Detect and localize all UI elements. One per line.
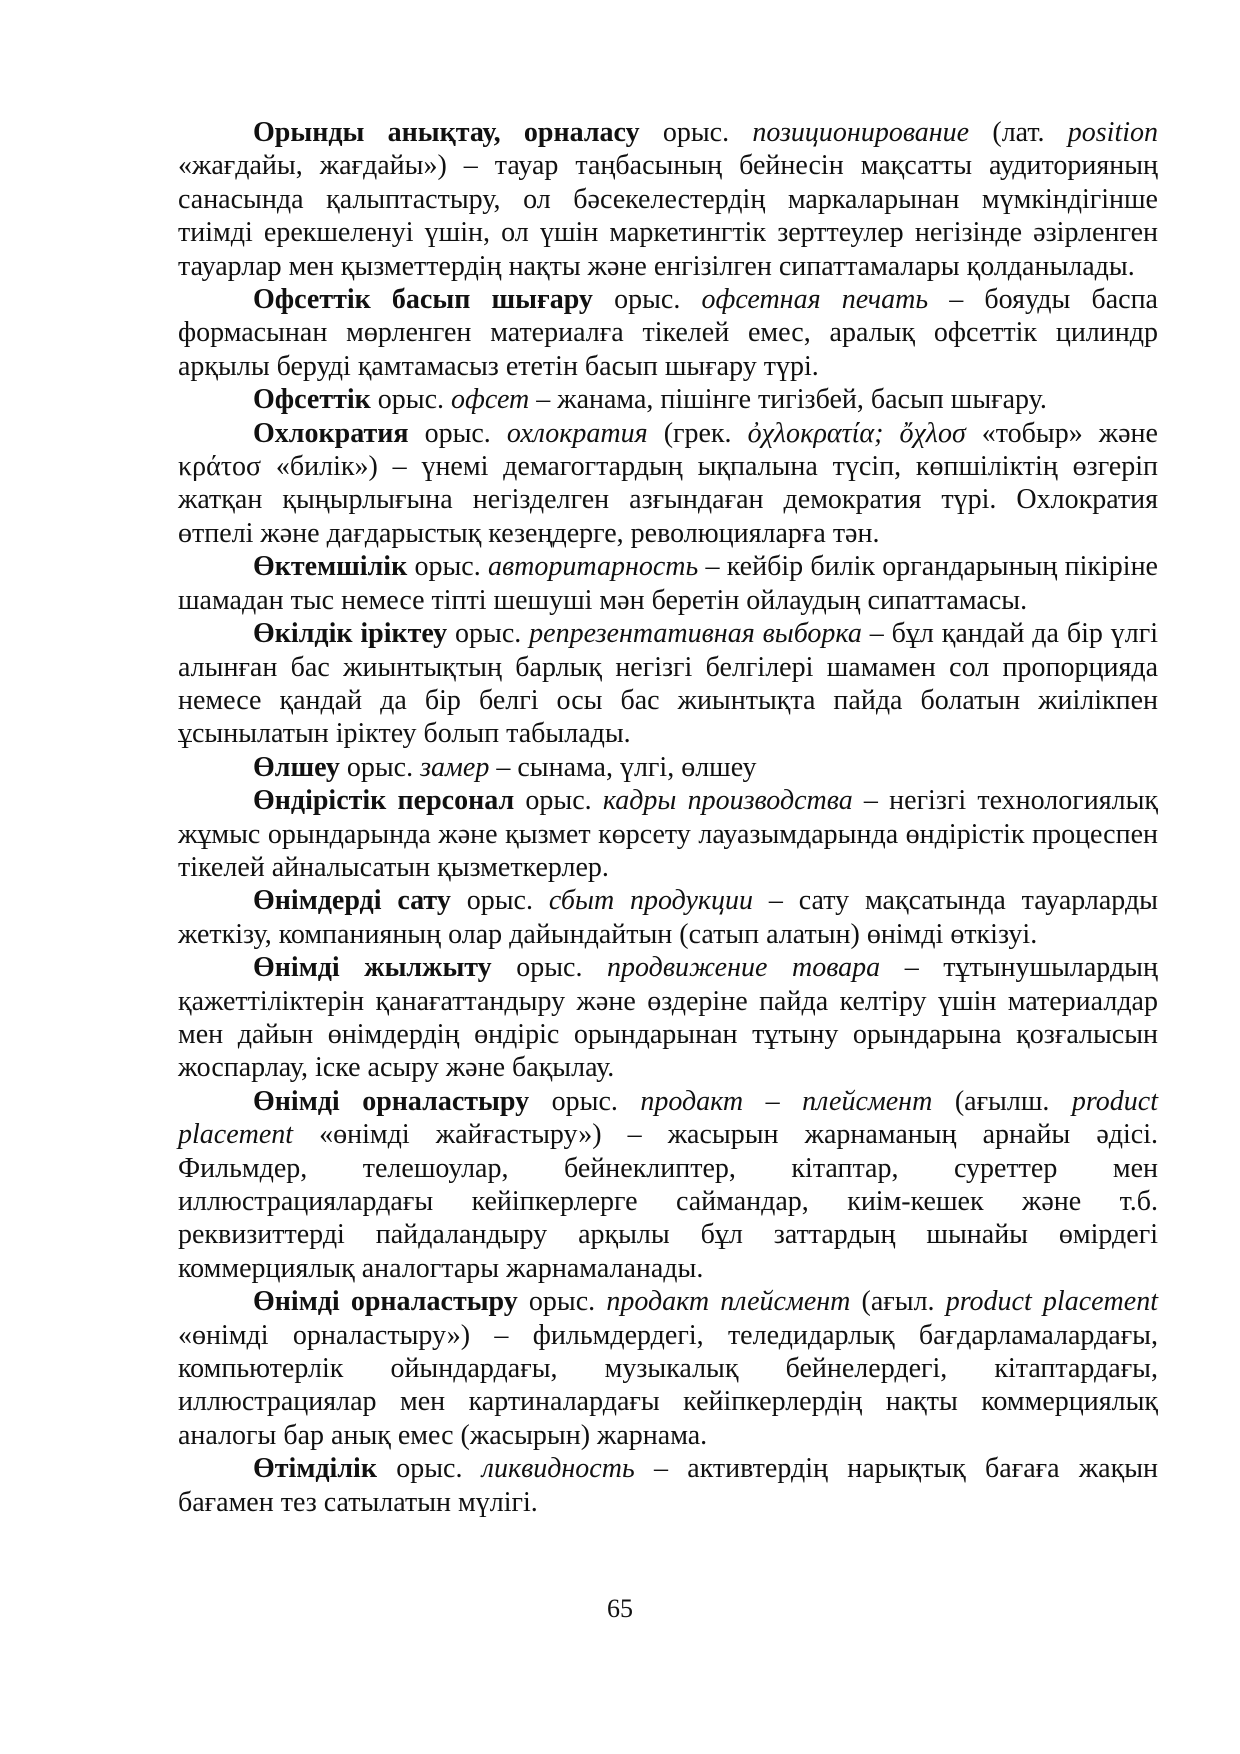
document-body	[178, 116, 1158, 1519]
glossary-entry	[178, 116, 1158, 283]
language-label: орыс.	[529, 1085, 641, 1117]
entry-definition: «тобыр» және κράτοσ «билік») – үнемі демагогтардың ықпалына түсіп, көпшіліктің өзгеріп жатқан қыңырлығына негізделген азғындаған демократия түрі. Охлократия өтпелі және дағдарыстық кезеңдерге, революцияларға тән.	[178, 417, 1158, 549]
russian-term: ликвидность	[481, 1453, 635, 1485]
language-label: орыс.	[517, 1286, 607, 1318]
language-label: орыс.	[450, 885, 549, 917]
glossary-entry	[178, 383, 1158, 416]
glossary-entry	[178, 1285, 1158, 1452]
entry-term: Өнімді орналастыру	[253, 1085, 530, 1117]
glossary-entry	[178, 951, 1158, 1085]
glossary-entry	[178, 751, 1158, 784]
glossary-entry	[178, 550, 1158, 617]
page-number: 65	[607, 1594, 633, 1623]
entry-term: Охлократия	[253, 417, 409, 449]
language-label: орыс.	[376, 1453, 482, 1485]
entry-term: Өнімдерді сату	[253, 885, 451, 917]
source-term: product placement	[178, 1085, 1158, 1151]
russian-term: замер	[420, 751, 490, 783]
russian-term: продакт – плейсмент	[640, 1085, 933, 1117]
entry-definition: – негізгі технологиялық жұмыс орындарында және қызмет көрсету лауазымдарында өндірістік процеспен тікелей айналысатын қызметкерлер.	[178, 785, 1158, 883]
glossary-entry	[178, 417, 1158, 551]
entry-definition: – кейбір билік органдарының пікіріне шамадан тыс немесе тіпті шешуші мән беретін ойлаудың сипаттамасы.	[178, 551, 1158, 616]
entry-definition: «жағдайы, жағдайы») – тауар таңбасының бейнесін мақсатты аудиторияның санасында қалыптастыру, ол бәсекелестердің маркаларынан мүмкіндігінше тиімді ерекшеленуі үшін, ол үшін маркетингтік зерттеулер негізінде әзірленген тауарлар мен қызметтердің нақты және енгізілген сипаттамалары қолданылады.	[178, 150, 1158, 282]
source-term: ὀχλοκρατία; ὄχλοσ	[747, 417, 966, 449]
russian-term: продакт плейсмент	[606, 1286, 851, 1318]
entry-definition: – бұл қандай да бір үлгі алынған бас жиынтықтың барлық негізгі белгілері шамамен сол пропорцияда немесе қандай да бір белгі осы бас жиынтықта пайда болатын жиілікпен ұсынылатын іріктеу болып табылады.	[178, 618, 1158, 750]
entry-term: Офсеттік басып шығару	[253, 284, 593, 316]
entry-definition: – бояуды баспа формасынан мөрленген материалға тікелей емес, аралық офсеттік цилиндр арқылы беруді қамтамасыз ететін басып шығару түрі.	[178, 284, 1158, 382]
entry-definition: – активтердің нарықтық бағаға жақын бағамен тез сатылатын мүлігі.	[178, 1453, 1158, 1518]
russian-term: офсет	[451, 384, 530, 416]
entry-term: Өкілдік іріктеу	[253, 618, 448, 650]
russian-term: офсетная печать	[701, 284, 929, 316]
entry-definition: – сынама, үлгі, өлшеу	[489, 751, 757, 783]
entry-term: Өктемшілік	[253, 551, 408, 583]
entry-term: Офсеттік	[253, 384, 371, 416]
entry-definition: – сату мақсатында тауарларды жеткізу, компанияның олар дайындайтын (сатып алатын) өнімді өткізуі.	[178, 885, 1158, 950]
russian-term: продвижение товара	[607, 952, 881, 984]
language-label: орыс.	[639, 117, 753, 148]
entry-term: Орынды анықтау, орналасу	[253, 117, 640, 148]
language-label: орыс.	[514, 785, 603, 817]
entry-term: Өлшеу	[253, 751, 340, 783]
entry-term: Өнімді жылжыту	[253, 952, 492, 984]
source-language-label: (лат.	[969, 117, 1068, 148]
russian-term: сбыт продукции	[548, 885, 754, 917]
source-term: position	[1067, 117, 1158, 148]
russian-term: кадры производства	[602, 785, 853, 817]
glossary-entry	[178, 884, 1158, 951]
source-language-label: (грек.	[647, 417, 748, 449]
russian-term: репрезентативная выборка	[529, 618, 862, 650]
source-language-label: (ағылш.	[932, 1085, 1072, 1117]
entry-definition: «өнімді жайғастыру») – жасырын жарнаманың арнайы әдісі. Фильмдер, телешоулар, бейнеклиптер, кітаптар, суреттер мен иллюстрациялардағы кейіпкерлерге саймандар, киім-кешек және т.б. реквизиттерді пайдаландыру арқылы бұл заттардың шынайы өмірдегі коммерциялық аналогтары жарнамаланады.	[178, 1119, 1158, 1284]
language-label: орыс.	[592, 284, 702, 316]
language-label: орыс.	[370, 384, 452, 416]
glossary-entry	[178, 617, 1158, 751]
entry-term: Өтімділік	[253, 1453, 377, 1485]
entry-definition: – жанама, пішінге тигізбей, басып шығару.	[529, 384, 1047, 416]
language-label: орыс.	[491, 952, 608, 984]
entry-term: Өнімді орналастыру	[253, 1286, 518, 1318]
russian-term: авторитарность	[488, 551, 699, 583]
language-label: орыс.	[407, 551, 488, 583]
russian-term: охлократия	[506, 417, 648, 449]
entry-definition: – тұтынушылардың қажеттіліктерін қанағаттандыру және өздеріне пайда келтіру үшін материалдар мен дайын өнімдердің өндіріс орындарынан тұтыну орындарына қозғалысын жоспарлау, іске асыру және бақылау.	[178, 952, 1158, 1084]
language-label: орыс.	[408, 417, 507, 449]
glossary-entry	[178, 1085, 1158, 1285]
glossary-entry	[178, 283, 1158, 383]
source-term: product placement	[945, 1286, 1158, 1318]
language-label: орыс.	[447, 618, 530, 650]
glossary-entry	[178, 784, 1158, 884]
entry-term: Өндірістік персонал	[253, 785, 515, 817]
entry-definition: «өнімді орналастыру») – фильмдердегі, теледидарлық бағдарламалардағы, компьютерлік ойындардағы, музыкалық бейнелердегі, кітаптардағы, иллюстрациялар мен картиналардағы кейіпкерлердің нақты коммерциялық аналогы бар анық емес (жасырын) жарнама.	[178, 1319, 1158, 1451]
glossary-entry	[178, 1452, 1158, 1519]
source-language-label: (ағыл.	[850, 1286, 946, 1318]
russian-term: позиционирование	[752, 117, 970, 148]
language-label: орыс.	[339, 751, 421, 783]
